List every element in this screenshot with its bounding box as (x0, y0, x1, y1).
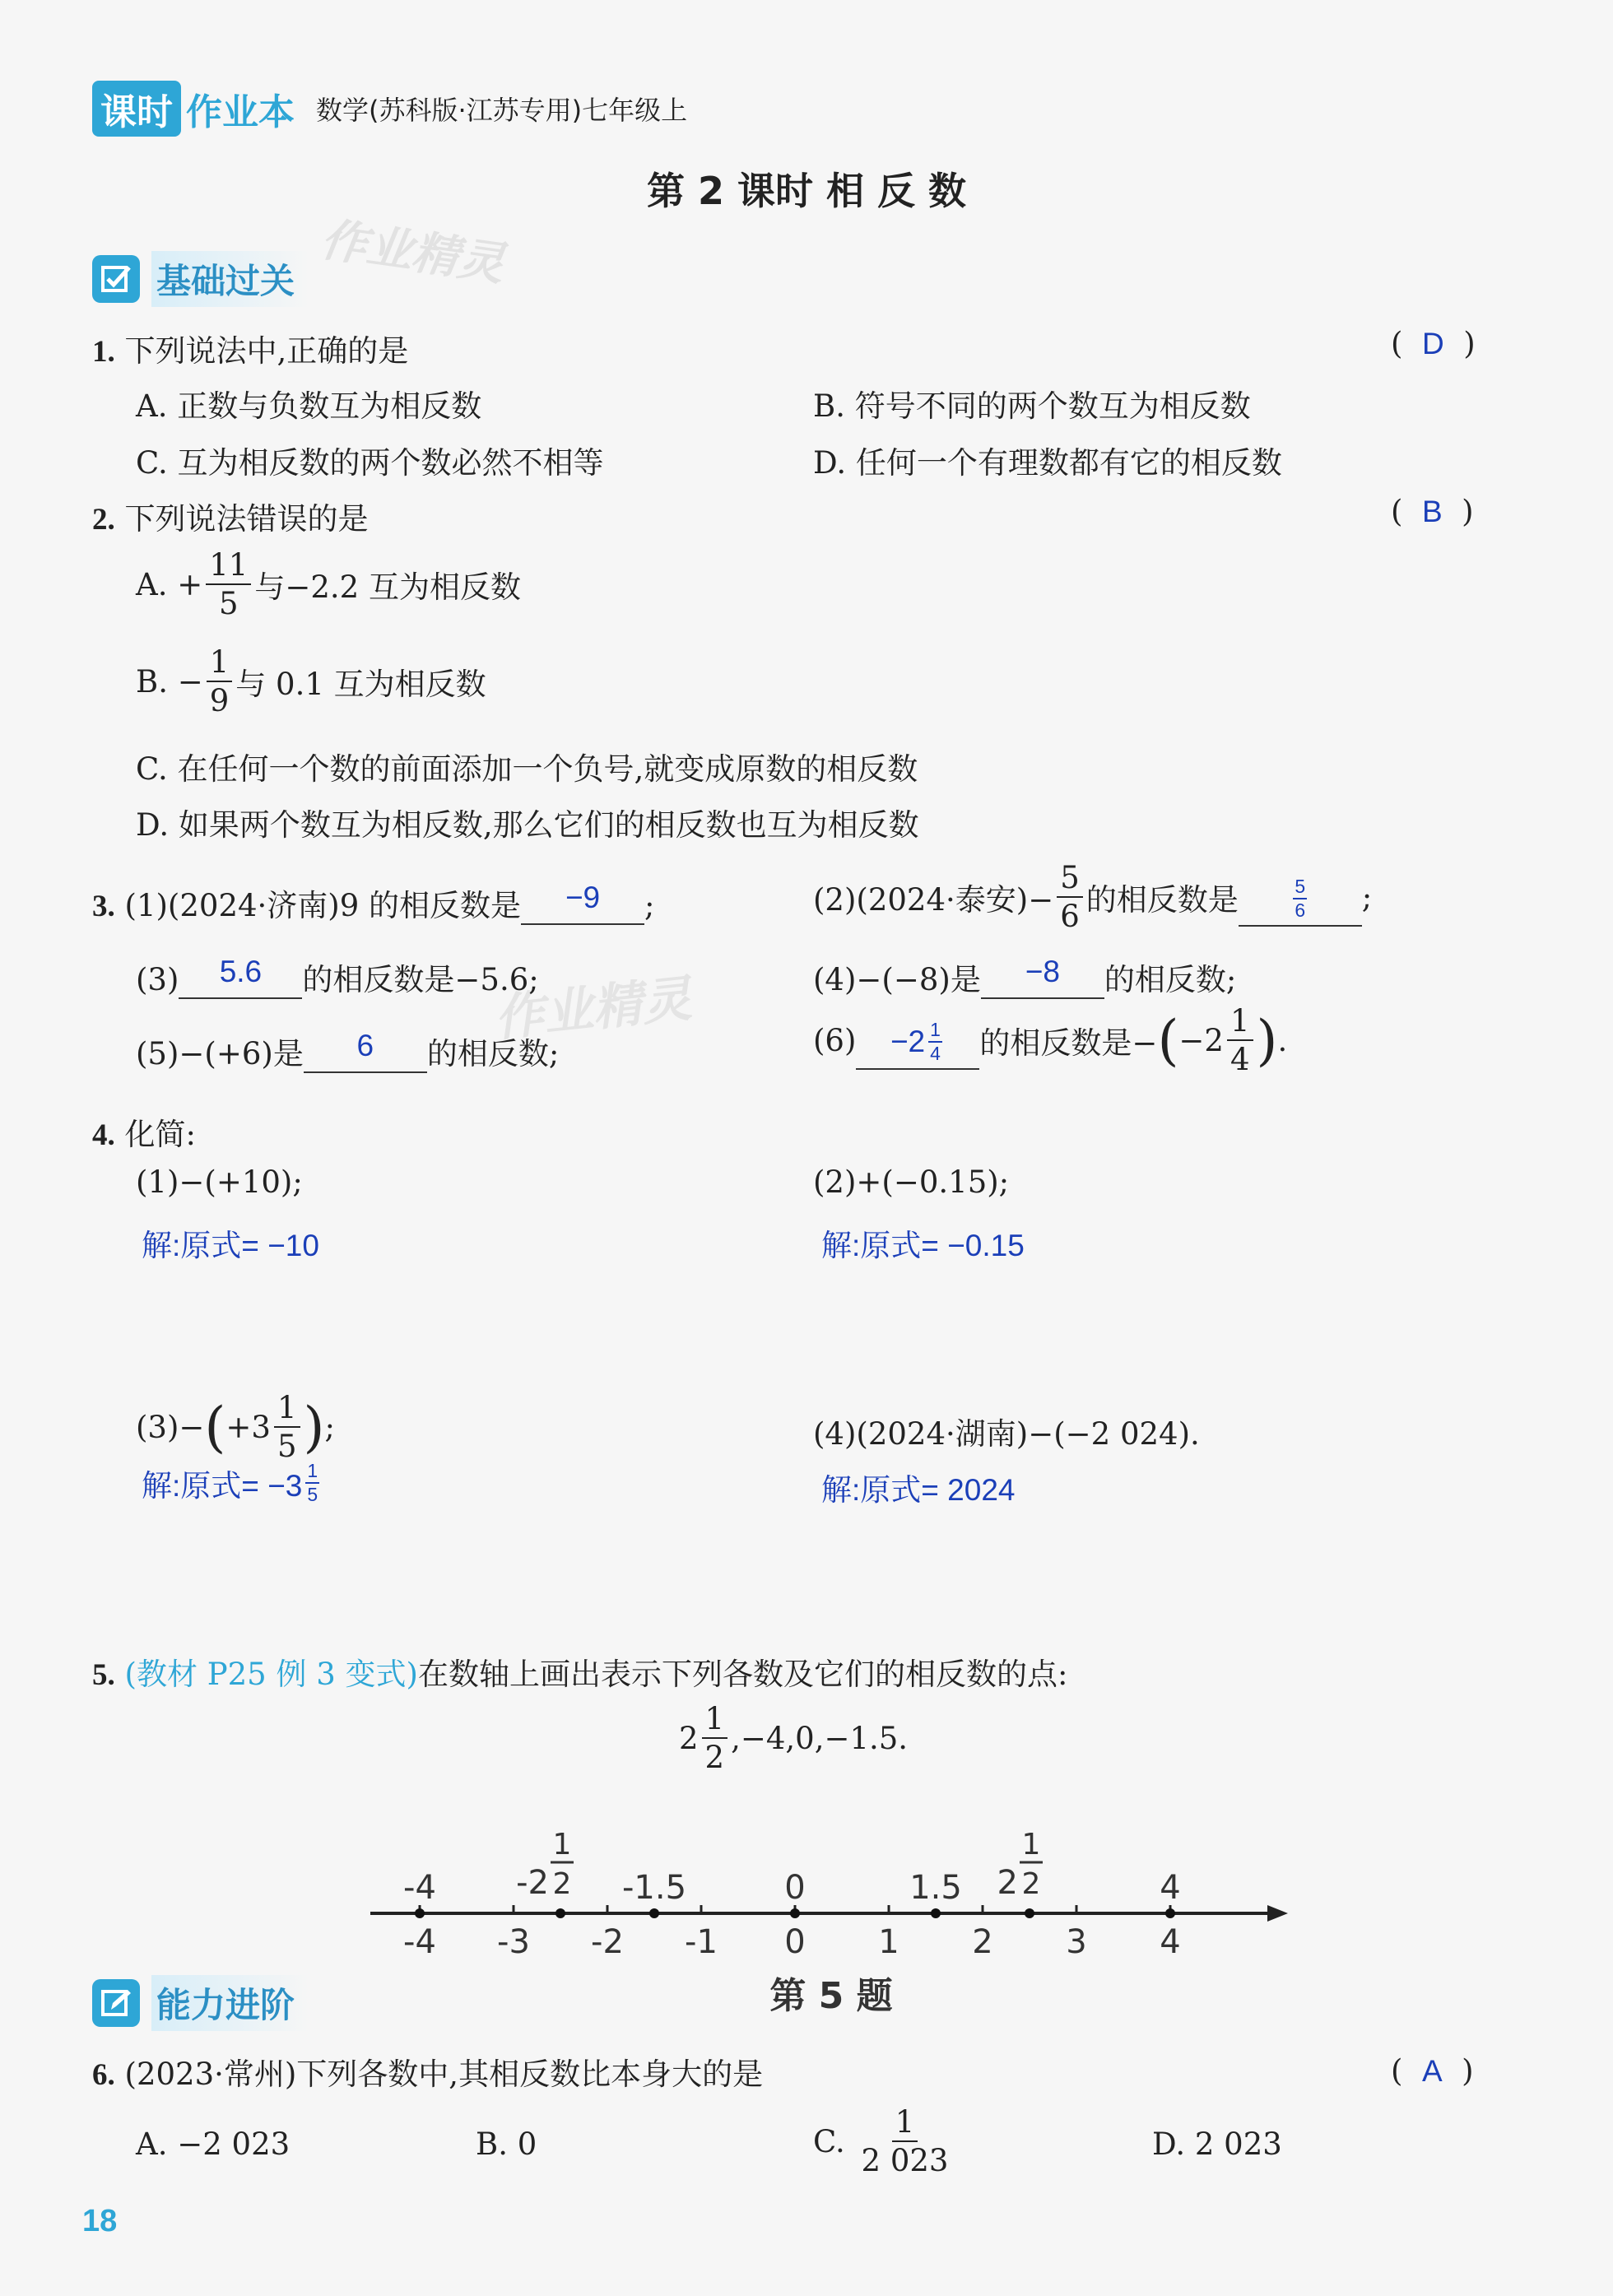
point-marker (790, 1908, 800, 1918)
section-basic (92, 251, 309, 307)
q5-stem: 5. (教材 P25 例 3 变式)在数轴上画出表示下列各数及它们的相反数的点: (92, 1657, 1068, 1692)
section-basic-label: 基础过关 (151, 251, 309, 307)
q2-option-c: C. 在任何一个数的前面添加一个负号,就变成原数的相反数 (136, 751, 918, 787)
q3-part1: 3. (1)(2024·济南)9 的相反数是 −9 ; (92, 881, 655, 923)
q6-stem: 6. (2023·常州)下列各数中,其相反数比本身大的是 (92, 2057, 764, 2092)
q4-solution2: 解:原式= −0.15 (821, 1229, 1025, 1262)
watermark: 作业精灵 (317, 212, 508, 292)
q5-number-list: 2 $\frac{1}{2}$ ,−4,0,−1.5. (679, 1701, 909, 1775)
point-label-numerator: 1 (1021, 1828, 1041, 1861)
q1-option-a: A. 正数与负数互为相反数 (136, 388, 482, 424)
q6-option-c: C. $\frac{1}{2 023}$ (813, 2107, 955, 2176)
watermark: 作业精灵 (491, 969, 695, 1048)
section-advanced (92, 1975, 309, 2031)
fraction: $\frac{1}{4}$ (1227, 1006, 1253, 1075)
number-line (362, 1794, 1300, 2024)
fraction: $\frac{1}{5}$ (274, 1392, 300, 1462)
q6-option-b: B. 0 (476, 2126, 537, 2162)
point-label: 4 (1160, 1869, 1181, 1907)
q4-stem: 4. 化简: (92, 1117, 196, 1152)
brand-logo: 课时 (92, 81, 181, 137)
q3-part3: (3) 5.6 的相反数是−5.6; (136, 955, 539, 997)
q1-option-d: D. 任何一个有理数都有它的相反数 (813, 445, 1282, 481)
subject-line: 数学(苏科版·江苏专用)七年级上 (316, 95, 688, 126)
axis-arrow (1267, 1905, 1288, 1922)
checkbox-icon (92, 255, 140, 303)
pencil-icon (92, 1979, 140, 2027)
tick-label: -1 (685, 1923, 718, 1961)
q6-answer: ( A ) (1391, 2053, 1474, 2089)
point-label-mixed (516, 1828, 574, 1902)
fraction: $\frac{1}{9}$ (207, 647, 233, 716)
point-marker (415, 1908, 425, 1918)
point-marker (555, 1908, 565, 1918)
brand-name: 作业本 (186, 91, 295, 133)
header (92, 81, 687, 137)
point-marker (931, 1908, 941, 1918)
tick-label: 4 (1160, 1923, 1181, 1961)
point-label-denominator: 2 (552, 1867, 572, 1901)
point-label-mixed (997, 1828, 1043, 1902)
fraction: $\frac{1}{2 023}$ (861, 2104, 949, 2178)
q2-stem: 2. 下列说法错误的是 (92, 501, 369, 537)
tick-label: 3 (1066, 1923, 1087, 1961)
fraction: $\frac{1}{2}$ (702, 1703, 728, 1773)
q4-part1: (1)−(+10); (136, 1164, 303, 1200)
q2-option-d: D. 如果两个数互为相反数,那么它们的相反数也互为相反数 (136, 807, 919, 843)
point-label-whole: 2 (997, 1864, 1018, 1902)
q6-option-d: D. 2 023 (1152, 2126, 1282, 2162)
figure-caption: 第 5 题 (769, 1975, 893, 2017)
point-label-whole: -2 (516, 1864, 549, 1902)
q2-answer: ( B ) (1391, 494, 1474, 529)
q3-part4: (4)−(−8)是 −8 的相反数; (813, 955, 1237, 997)
q2-option-a: A. + $\frac{11}{5}$ 与−2.2 互为相反数 (136, 547, 521, 621)
tick-label: -4 (403, 1923, 436, 1961)
q3-part2: (2)(2024·泰安)− $\frac{5}{6}$ 的相反数是 $\frac{5}{6}$ ; (813, 860, 1373, 934)
q1-option-c: C. 互为相反数的两个数必然不相等 (136, 445, 604, 481)
tick-label: -2 (591, 1923, 624, 1961)
point-marker (1025, 1908, 1034, 1918)
point-label: 0 (784, 1869, 806, 1907)
q3-part5: (5)−(+6)是 6 的相反数; (136, 1029, 560, 1071)
point-label: -1.5 (621, 1869, 687, 1907)
q1-option-b: B. 符号不同的两个数互为相反数 (813, 388, 1251, 424)
q4-solution1: 解:原式= −10 (142, 1229, 319, 1262)
point-label: -4 (403, 1869, 436, 1907)
q3-part6: (6) −2 $\frac{1}{4}$ 的相反数是− ( −2 $\frac{1}{4}$ ) . (813, 1003, 1288, 1077)
point-marker (649, 1908, 659, 1918)
q4-solution3: 解:原式= −3 $\frac{1}{5}$ (142, 1460, 318, 1505)
page-number: 18 (82, 2204, 118, 2238)
q4-part3: (3)− ( +3 $\frac{1}{5}$ ) ; (136, 1390, 335, 1464)
fraction: $\frac{11}{5}$ (206, 550, 251, 619)
q6-option-a: A. −2 023 (136, 2126, 291, 2162)
tick-label: 2 (972, 1923, 993, 1961)
point-label: 1.5 (909, 1869, 962, 1907)
q4-solution4: 解:原式= 2024 (821, 1473, 1016, 1507)
section-advanced-label: 能力进阶 (151, 1975, 309, 2031)
point-label-numerator: 1 (552, 1828, 572, 1861)
fraction: $\frac{5}{6}$ (1057, 862, 1083, 932)
point-marker (1165, 1908, 1175, 1918)
tick-label: 1 (878, 1923, 899, 1961)
tick-label: 0 (784, 1923, 806, 1961)
q2-option-b: B. − $\frac{1}{9}$ 与 0.1 互为相反数 (136, 644, 486, 718)
point-label-denominator: 2 (1021, 1867, 1041, 1901)
q4-part4: (4)(2024·湖南)−(−2 024). (813, 1416, 1200, 1452)
q1-stem: 1. 下列说法中,正确的是 (92, 333, 409, 369)
page-title: 第 2 课时 相 反 数 (646, 169, 967, 213)
q1-answer: ( D ) (1391, 326, 1476, 361)
tick-label: -3 (497, 1923, 530, 1961)
q4-part2: (2)+(−0.15); (813, 1164, 1010, 1200)
